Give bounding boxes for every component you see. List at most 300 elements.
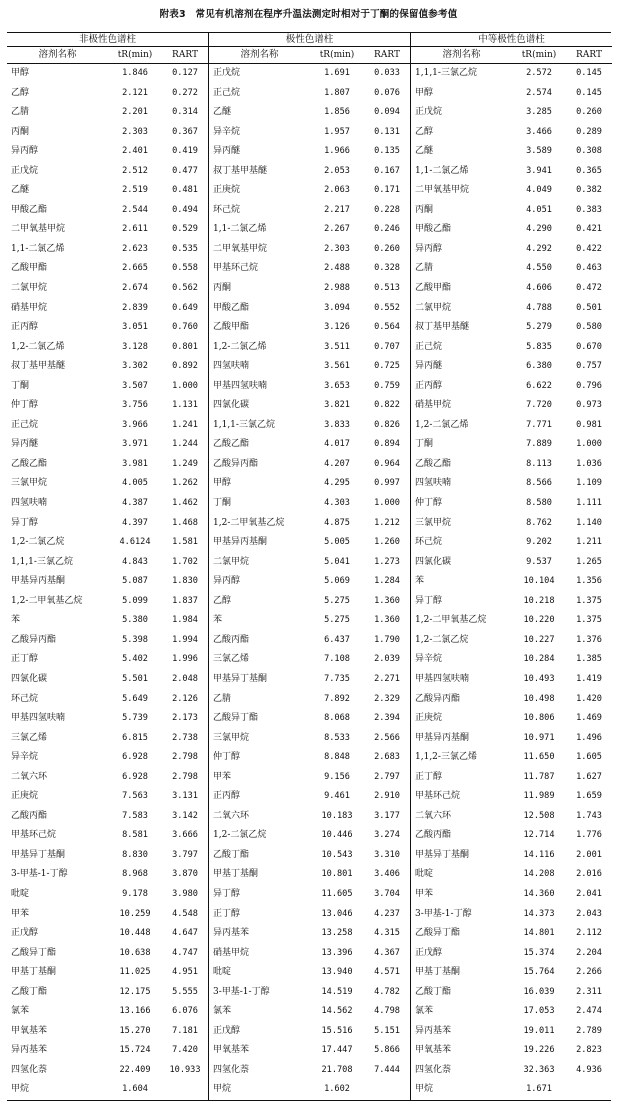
solvent-name-cell: 正戊醇 bbox=[213, 1025, 241, 1036]
table-row bbox=[7, 1041, 208, 1061]
table-row bbox=[7, 64, 208, 84]
table-row bbox=[209, 787, 410, 807]
table-row bbox=[209, 944, 410, 964]
rart-cell: 2.266 bbox=[576, 967, 602, 978]
rart-cell: 3.406 bbox=[374, 869, 400, 880]
solvent-name-cell: 甲酸乙酯 bbox=[415, 224, 452, 235]
retention-time-cell: 2.401 bbox=[122, 146, 148, 157]
retention-time-cell: 8.581 bbox=[122, 830, 148, 841]
table-row bbox=[411, 748, 612, 768]
solvent-name-cell: 甲基环己烷 bbox=[11, 830, 57, 841]
solvent-name-cell: 正丁醇 bbox=[213, 908, 241, 919]
retention-time-cell: 7.583 bbox=[122, 810, 148, 821]
solvent-name-cell: 1,2-二甲氧基乙烷 bbox=[11, 595, 83, 606]
rart-cell: 1.244 bbox=[172, 439, 198, 450]
retention-time-cell: 4.6124 bbox=[119, 537, 151, 548]
solvent-name-cell: 乙酸丙酯 bbox=[11, 810, 48, 821]
rart-cell: 2.001 bbox=[576, 849, 602, 860]
rart-cell: 1.496 bbox=[576, 732, 602, 743]
solvent-name-cell: 甲氧基苯 bbox=[213, 1045, 250, 1056]
rart-cell: 0.562 bbox=[172, 283, 198, 294]
rart-cell: 1.284 bbox=[374, 576, 400, 587]
retention-time-cell: 12.508 bbox=[523, 810, 555, 821]
retention-time-cell: 3.128 bbox=[122, 341, 148, 352]
column-header-row bbox=[209, 47, 410, 64]
solvent-name-cell: 乙醚 bbox=[415, 146, 434, 157]
rart-cell: 0.135 bbox=[374, 146, 400, 157]
rart-cell: 1.375 bbox=[576, 595, 602, 606]
retention-time-cell: 8.533 bbox=[324, 732, 350, 743]
rart-cell: 0.328 bbox=[374, 263, 400, 274]
table-row bbox=[7, 377, 208, 397]
rart-cell: 0.171 bbox=[374, 185, 400, 196]
table-row bbox=[209, 142, 410, 162]
header-retention-time: tR(min) bbox=[117, 50, 153, 60]
rart-cell: 10.933 bbox=[169, 1064, 201, 1075]
solvent-name-cell: 1,2-二甲氧基乙烷 bbox=[415, 615, 487, 626]
solvent-name-cell: 异丙基苯 bbox=[415, 1025, 452, 1036]
retention-time-cell: 2.674 bbox=[122, 283, 148, 294]
table-row bbox=[411, 142, 612, 162]
solvent-name-cell: 乙酸乙酯 bbox=[11, 458, 48, 469]
retention-time-cell: 10.183 bbox=[321, 810, 353, 821]
table-row bbox=[7, 963, 208, 983]
rart-cell: 0.973 bbox=[576, 400, 602, 411]
solvent-name-cell: 三氯乙烯 bbox=[213, 654, 250, 665]
rart-cell: 1.036 bbox=[576, 458, 602, 469]
rart-cell: 0.472 bbox=[576, 283, 602, 294]
rart-cell: 0.796 bbox=[576, 380, 602, 391]
column-group-header: 非极性色谱柱 bbox=[7, 33, 208, 47]
header-rart: RART bbox=[374, 50, 400, 60]
retention-time-cell: 1.966 bbox=[324, 146, 350, 157]
solvent-name-cell: 四氯化碳 bbox=[213, 400, 250, 411]
rart-cell: 1.360 bbox=[374, 595, 400, 606]
rart-cell: 5.555 bbox=[172, 986, 198, 997]
solvent-name-cell: 1,2-二氯乙烯 bbox=[11, 341, 65, 352]
solvent-name-cell: 氯苯 bbox=[11, 1006, 30, 1017]
retention-time-cell: 8.113 bbox=[526, 458, 552, 469]
rart-cell: 0.997 bbox=[374, 478, 400, 489]
rart-cell: 3.666 bbox=[172, 830, 198, 841]
solvent-name-cell: 甲烷 bbox=[213, 1084, 232, 1095]
retention-time-cell: 15.374 bbox=[523, 947, 555, 958]
rart-cell: 1.273 bbox=[374, 556, 400, 567]
retention-time-cell: 3.094 bbox=[324, 302, 350, 313]
retention-time-cell: 17.053 bbox=[523, 1006, 555, 1017]
solvent-name-cell: 二氧六环 bbox=[415, 810, 452, 821]
table-row bbox=[209, 983, 410, 1003]
solvent-name-cell: 苯 bbox=[415, 576, 425, 587]
retention-time-cell: 6.380 bbox=[526, 361, 552, 372]
rart-cell: 2.394 bbox=[374, 713, 400, 724]
retention-time-cell: 10.493 bbox=[523, 673, 555, 684]
solvent-name-cell: 1,1,1-三氯乙烷 bbox=[213, 419, 275, 430]
retention-time-cell: 8.580 bbox=[526, 498, 552, 509]
table-row bbox=[411, 103, 612, 123]
solvent-name-cell: 三氯甲烷 bbox=[415, 517, 452, 528]
table-row bbox=[7, 338, 208, 358]
table-row bbox=[209, 162, 410, 182]
solvent-name-cell: 硝基甲烷 bbox=[11, 302, 48, 313]
rart-cell: 0.383 bbox=[576, 204, 602, 215]
rart-cell: 2.173 bbox=[172, 713, 198, 724]
retention-time-cell: 2.512 bbox=[122, 165, 148, 176]
table-row bbox=[411, 318, 612, 338]
rart-cell: 0.145 bbox=[576, 87, 602, 98]
midpolar-column-panel bbox=[410, 33, 612, 1100]
table-row bbox=[411, 494, 612, 514]
solvent-name-cell: 吡啶 bbox=[415, 869, 434, 880]
table-row bbox=[7, 885, 208, 905]
table-row bbox=[209, 826, 410, 846]
solvent-name-cell: 四氢呋喃 bbox=[415, 478, 452, 489]
retention-table bbox=[7, 32, 611, 1101]
retention-time-cell: 11.787 bbox=[523, 771, 555, 782]
table-row bbox=[411, 279, 612, 299]
solvent-name-cell: 乙酸甲酯 bbox=[11, 263, 48, 274]
table-row bbox=[7, 553, 208, 573]
table-row bbox=[209, 846, 410, 866]
table-row bbox=[7, 905, 208, 925]
retention-time-cell: 3.466 bbox=[526, 126, 552, 137]
solvent-name-cell: 乙酸甲酯 bbox=[415, 283, 452, 294]
header-solvent-name: 溶剂名称 bbox=[240, 49, 279, 60]
table-row bbox=[7, 318, 208, 338]
table-row bbox=[411, 64, 612, 84]
solvent-name-cell: 四氢化萘 bbox=[11, 1064, 48, 1075]
rart-cell: 1.212 bbox=[374, 517, 400, 528]
table-row bbox=[7, 162, 208, 182]
table-row bbox=[209, 279, 410, 299]
retention-time-cell: 15.516 bbox=[321, 1025, 353, 1036]
retention-time-cell: 13.940 bbox=[321, 967, 353, 978]
solvent-name-cell: 异丙基苯 bbox=[213, 928, 250, 939]
rart-cell: 3.980 bbox=[172, 888, 198, 899]
solvent-name-cell: 四氯化碳 bbox=[415, 556, 452, 567]
retention-time-cell: 13.258 bbox=[321, 928, 353, 939]
table-row bbox=[209, 865, 410, 885]
retention-time-cell: 5.402 bbox=[122, 654, 148, 665]
solvent-name-cell: 1,1,2-三氯乙烯 bbox=[415, 752, 477, 763]
retention-time-cell: 2.303 bbox=[122, 126, 148, 137]
rart-cell: 0.260 bbox=[374, 243, 400, 254]
table-row bbox=[7, 123, 208, 143]
rart-cell: 2.041 bbox=[576, 888, 602, 899]
rart-cell: 4.367 bbox=[374, 947, 400, 958]
table-row bbox=[411, 435, 612, 455]
retention-time-cell: 10.498 bbox=[523, 693, 555, 704]
retention-time-cell: 2.574 bbox=[526, 87, 552, 98]
solvent-name-cell: 二甲氧基甲烷 bbox=[415, 185, 470, 196]
retention-time-cell: 8.968 bbox=[122, 869, 148, 880]
rart-cell: 0.127 bbox=[172, 68, 198, 78]
rart-cell: 0.422 bbox=[576, 243, 602, 254]
table-row bbox=[7, 1002, 208, 1022]
rart-cell: 1.356 bbox=[576, 576, 602, 587]
retention-time-cell: 11.650 bbox=[523, 752, 555, 763]
retention-time-cell: 3.511 bbox=[324, 341, 350, 352]
table-row bbox=[209, 1022, 410, 1042]
solvent-name-cell: 四氢化萘 bbox=[415, 1064, 452, 1075]
solvent-name-cell: 3-甲基-1-丁醇 bbox=[213, 986, 270, 997]
rart-cell: 2.048 bbox=[172, 673, 198, 684]
table-row bbox=[7, 865, 208, 885]
retention-time-cell: 10.801 bbox=[321, 869, 353, 880]
solvent-name-cell: 1,1,1-三氯乙烷 bbox=[415, 68, 477, 78]
retention-time-cell: 4.290 bbox=[526, 224, 552, 235]
rart-cell: 1.790 bbox=[374, 634, 400, 645]
table-row bbox=[209, 748, 410, 768]
rart-cell: 4.951 bbox=[172, 967, 198, 978]
solvent-name-cell: 乙酸丙酯 bbox=[415, 830, 452, 841]
solvent-name-cell: 甲氧基苯 bbox=[11, 1025, 48, 1036]
solvent-name-cell: 丙酮 bbox=[11, 126, 30, 137]
retention-time-cell: 13.046 bbox=[321, 908, 353, 919]
solvent-name-cell: 异丁醇 bbox=[213, 888, 241, 899]
solvent-name-cell: 正戊烷 bbox=[11, 165, 39, 176]
table-row bbox=[411, 1002, 612, 1022]
solvent-name-cell: 乙腈 bbox=[213, 693, 232, 704]
table-row bbox=[411, 709, 612, 729]
table-row bbox=[7, 474, 208, 494]
column-group-header: 极性色谱柱 bbox=[209, 33, 410, 47]
solvent-name-cell: 正戊烷 bbox=[213, 68, 241, 78]
table-row bbox=[7, 455, 208, 475]
rart-cell: 6.076 bbox=[172, 1006, 198, 1017]
table-row bbox=[411, 690, 612, 710]
rart-cell: 2.797 bbox=[374, 771, 400, 782]
retention-time-cell: 10.543 bbox=[321, 849, 353, 860]
table-row bbox=[209, 494, 410, 514]
solvent-name-cell: 正丙醇 bbox=[415, 380, 443, 391]
solvent-name-cell: 乙酸丁酯 bbox=[213, 849, 250, 860]
solvent-name-cell: 异丙醚 bbox=[415, 361, 443, 372]
solvent-name-cell: 苯 bbox=[213, 615, 223, 626]
retention-time-cell: 10.259 bbox=[119, 908, 151, 919]
rart-cell: 0.365 bbox=[576, 165, 602, 176]
rart-cell: 0.760 bbox=[172, 322, 198, 333]
table-row bbox=[209, 611, 410, 631]
table-row bbox=[7, 592, 208, 612]
table-row bbox=[411, 220, 612, 240]
rart-cell: 1.211 bbox=[576, 537, 602, 548]
table-row bbox=[411, 123, 612, 143]
retention-time-cell: 8.068 bbox=[324, 713, 350, 724]
table-row bbox=[7, 201, 208, 221]
rart-cell: 4.782 bbox=[374, 986, 400, 997]
table-row bbox=[7, 924, 208, 944]
solvent-name-cell: 甲醇 bbox=[213, 478, 232, 489]
rart-cell: 4.647 bbox=[172, 928, 198, 939]
rart-cell: 7.420 bbox=[172, 1045, 198, 1056]
retention-time-cell: 3.653 bbox=[324, 380, 350, 391]
solvent-name-cell: 甲苯 bbox=[213, 771, 232, 782]
rart-cell bbox=[364, 1080, 410, 1100]
retention-time-cell: 8.762 bbox=[526, 517, 552, 528]
solvent-name-cell: 正戊醇 bbox=[11, 928, 39, 939]
retention-time-cell: 5.087 bbox=[122, 576, 148, 587]
rart-cell: 2.798 bbox=[172, 752, 198, 763]
solvent-name-cell: 四氢呋喃 bbox=[213, 361, 250, 372]
rart-cell: 2.204 bbox=[576, 947, 602, 958]
solvent-name-cell: 甲基异丙基酮 bbox=[11, 576, 66, 587]
solvent-name-cell: 异丁醇 bbox=[415, 595, 443, 606]
rart-cell: 0.419 bbox=[172, 146, 198, 157]
table-row bbox=[7, 435, 208, 455]
retention-time-cell: 1.856 bbox=[324, 107, 350, 118]
rart-cell: 0.382 bbox=[576, 185, 602, 196]
table-row bbox=[209, 103, 410, 123]
solvent-name-cell: 异辛烷 bbox=[11, 752, 39, 763]
table-row bbox=[209, 240, 410, 260]
retention-time-cell: 2.544 bbox=[122, 204, 148, 215]
solvent-name-cell: 乙酸异丁酯 bbox=[11, 947, 57, 958]
table-row bbox=[7, 1022, 208, 1042]
table-row bbox=[209, 84, 410, 104]
retention-time-cell: 2.623 bbox=[122, 243, 148, 254]
table-row bbox=[7, 670, 208, 690]
retention-time-cell: 5.739 bbox=[122, 713, 148, 724]
rart-cell: 0.535 bbox=[172, 243, 198, 254]
retention-time-cell: 3.561 bbox=[324, 361, 350, 372]
header-solvent-name: 溶剂名称 bbox=[442, 49, 481, 60]
solvent-name-cell: 甲基四氢呋喃 bbox=[213, 380, 268, 391]
rart-cell: 1.360 bbox=[374, 615, 400, 626]
table-row bbox=[209, 64, 410, 84]
rart-cell: 3.177 bbox=[374, 810, 400, 821]
table-row bbox=[411, 553, 612, 573]
solvent-name-cell: 3-甲基-1-丁醇 bbox=[415, 908, 472, 919]
solvent-name-cell: 二甲氧基甲烷 bbox=[213, 243, 268, 254]
retention-time-cell: 10.218 bbox=[523, 595, 555, 606]
retention-time-cell: 3.981 bbox=[122, 458, 148, 469]
solvent-name-cell: 吡啶 bbox=[213, 967, 232, 978]
solvent-name-cell: 三氯乙烯 bbox=[11, 732, 48, 743]
rart-cell: 0.494 bbox=[172, 204, 198, 215]
rart-cell: 0.513 bbox=[374, 283, 400, 294]
table-row bbox=[209, 416, 410, 436]
retention-time-cell: 1.957 bbox=[324, 126, 350, 137]
solvent-name-cell: 丁酮 bbox=[415, 439, 434, 450]
retention-time-cell: 7.108 bbox=[324, 654, 350, 665]
retention-time-cell: 2.519 bbox=[122, 185, 148, 196]
table-row bbox=[7, 709, 208, 729]
rart-cell: 0.649 bbox=[172, 302, 198, 313]
rart-cell: 1.131 bbox=[172, 400, 198, 411]
rart-cell bbox=[162, 1080, 208, 1100]
rart-cell: 4.315 bbox=[374, 928, 400, 939]
solvent-name-cell: 甲烷 bbox=[11, 1084, 30, 1095]
table-row bbox=[209, 1041, 410, 1061]
rart-cell: 3.310 bbox=[374, 849, 400, 860]
table-row bbox=[7, 142, 208, 162]
rart-cell: 0.289 bbox=[576, 126, 602, 137]
solvent-name-cell: 甲基环己烷 bbox=[415, 791, 461, 802]
table-panels bbox=[7, 33, 611, 1100]
table-row bbox=[209, 572, 410, 592]
rart-cell: 2.738 bbox=[172, 732, 198, 743]
solvent-name-cell: 异丙醇 bbox=[213, 576, 241, 587]
table-row bbox=[7, 396, 208, 416]
retention-time-cell: 4.550 bbox=[526, 263, 552, 274]
table-row bbox=[411, 846, 612, 866]
retention-time-cell: 10.284 bbox=[523, 654, 555, 665]
rart-cell: 0.529 bbox=[172, 224, 198, 235]
table-row bbox=[411, 631, 612, 651]
table-row bbox=[7, 944, 208, 964]
retention-time-cell: 8.566 bbox=[526, 478, 552, 489]
solvent-name-cell: 1,2-二氯乙烷 bbox=[11, 537, 65, 548]
rart-cell: 0.981 bbox=[576, 419, 602, 430]
table-row bbox=[209, 905, 410, 925]
table-row bbox=[411, 611, 612, 631]
retention-time-cell: 2.267 bbox=[324, 224, 350, 235]
solvent-name-cell: 异丙基苯 bbox=[11, 1045, 48, 1056]
retention-time-cell: 2.665 bbox=[122, 263, 148, 274]
header-rart: RART bbox=[172, 50, 198, 60]
solvent-name-cell: 甲醇 bbox=[11, 68, 30, 78]
rart-cell: 1.996 bbox=[172, 654, 198, 665]
rart-cell: 2.798 bbox=[172, 771, 198, 782]
table-row bbox=[7, 299, 208, 319]
rart-cell: 0.246 bbox=[374, 224, 400, 235]
retention-time-cell: 7.563 bbox=[122, 791, 148, 802]
retention-time-cell: 3.756 bbox=[122, 400, 148, 411]
retention-time-cell: 7.892 bbox=[324, 693, 350, 704]
solvent-name-cell: 甲醇 bbox=[415, 87, 434, 98]
solvent-name-cell: 环己烷 bbox=[213, 204, 241, 215]
solvent-name-cell: 乙醚 bbox=[11, 185, 30, 196]
table-row bbox=[411, 885, 612, 905]
solvent-name-cell: 丁酮 bbox=[213, 498, 232, 509]
solvent-name-cell: 1,1-二氯乙烯 bbox=[415, 165, 469, 176]
solvent-name-cell: 乙酸丁酯 bbox=[415, 986, 452, 997]
solvent-name-cell: 1,1,1-三氯乙烷 bbox=[11, 556, 73, 567]
solvent-name-cell: 四氢呋喃 bbox=[11, 498, 48, 509]
retention-time-cell: 10.220 bbox=[523, 615, 555, 626]
solvent-name-cell: 甲基四氢呋喃 bbox=[11, 713, 66, 724]
solvent-name-cell: 二氯甲烷 bbox=[11, 283, 48, 294]
retention-time-cell: 14.116 bbox=[523, 849, 555, 860]
solvent-name-cell: 环己烷 bbox=[415, 537, 443, 548]
retention-time-cell: 7.889 bbox=[526, 439, 552, 450]
table-row bbox=[411, 572, 612, 592]
retention-time-cell: 4.017 bbox=[324, 439, 350, 450]
nonpolar-column-panel bbox=[7, 33, 208, 1100]
retention-time-cell: 5.005 bbox=[324, 537, 350, 548]
solvent-name-cell: 甲基异丁基酮 bbox=[11, 849, 66, 860]
retention-time-cell: 3.302 bbox=[122, 361, 148, 372]
table-row bbox=[209, 514, 410, 534]
retention-time-cell: 1.691 bbox=[324, 68, 350, 78]
rart-cell: 2.112 bbox=[576, 928, 602, 939]
table-row bbox=[411, 592, 612, 612]
solvent-name-cell: 异丙醇 bbox=[11, 146, 39, 157]
table-title: 附表3 常见有机溶剂在程序升温法测定时相对于丁酮的保留值参考值 bbox=[159, 9, 458, 20]
retention-time-cell: 3.821 bbox=[324, 400, 350, 411]
solvent-name-cell: 乙腈 bbox=[11, 107, 30, 118]
rart-cell: 1.830 bbox=[172, 576, 198, 587]
rart-cell: 4.237 bbox=[374, 908, 400, 919]
solvent-name-cell: 正庚烷 bbox=[415, 713, 443, 724]
rart-cell: 0.822 bbox=[374, 400, 400, 411]
solvent-name-cell: 异丁醇 bbox=[11, 517, 39, 528]
solvent-name-cell: 正庚烷 bbox=[11, 791, 39, 802]
rart-cell: 0.894 bbox=[374, 439, 400, 450]
rart-cell: 1.837 bbox=[172, 595, 198, 606]
rart-cell: 2.311 bbox=[576, 986, 602, 997]
